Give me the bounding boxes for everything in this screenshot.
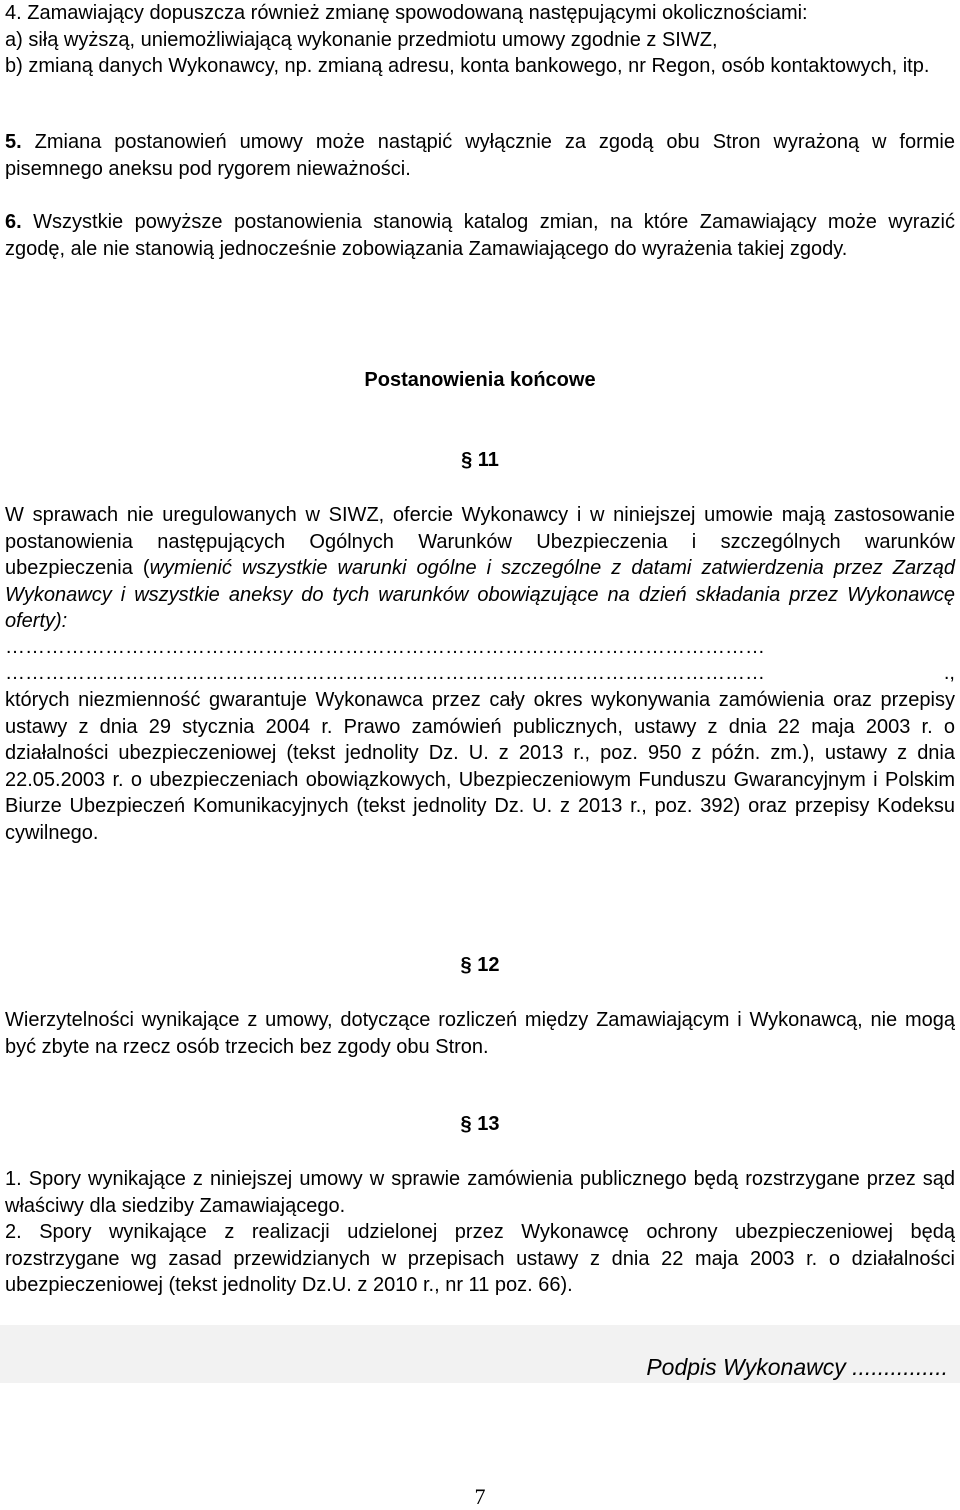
paragraph-4-line-1: 4. Zamawiający dopuszcza również zmianę spowodowaną następującymi okolicznościami: — [5, 2, 808, 24]
paragraph-5-number: 5. — [5, 131, 22, 153]
section-13-title — [5, 1113, 955, 1136]
page-number: 7 — [474, 1484, 486, 1509]
section-11-dots-line-1: …………………………………………………………………………………………………… — [5, 636, 765, 658]
section-13-item-1: 1. Spory wynikające z niniejszej umowy w sprawie zamówienia publicznego będą rozstrzygane przez sąd właściwy dla siedziby Zamawiającego. — [5, 1168, 955, 1217]
section-12-number: 12 — [477, 954, 500, 976]
section-13-item-2: 2. Spory wynikające z realizacji udzielonej przez Wykonawcę ochrony ubezpieczeniowej będą rozstrzygane wg zasad przewidzianych w przepisach ustawy z dnia 22 maja 2003 r. o działalności ubezpieczeniowej (tekst jednolity Dz.U. z 2010 r., nr 11 poz. 66). — [5, 1221, 955, 1297]
section-symbol: § — [460, 954, 472, 976]
section-11-text — [5, 502, 955, 635]
paragraph-6-number: 6. — [5, 211, 22, 233]
section-11-number: 11 — [477, 449, 499, 471]
dots-start: …………………………………………………………………………………………………… — [5, 662, 765, 684]
final-provisions-heading: Postanowienia końcowe — [364, 369, 596, 391]
paragraph-4-line-3: b) zmianą danych Wykonawcy, np. zmianą adresu, konta bankowego, nr Regon, osób kontaktowych, itp. — [5, 55, 930, 78]
section-11-intro: W sprawach nie uregulowanych w SIWZ, ofercie Wykonawcy i w niniejszej umowie mają zastosowanie postanowienia następujących Ogólnych Warunków Ubezpieczenia i szczególnych warunków ubezpieczenia ( — [5, 504, 955, 580]
paragraph-4-line-2: a) siłą wyższą, uniemożliwiającą wykonanie przedmiotu umowy zgodnie z SIWZ, — [5, 28, 718, 51]
section-11-italic-note: wymienić wszystkie warunki ogólne i szczególne z datami zatwierdzenia przez Zarząd Wykonawcy i wszystkie aneksy do tych warunków obowiązujące na dzień składania przez Wykonawcę oferty): — [5, 557, 956, 633]
section-symbol: § — [460, 1113, 472, 1135]
paragraph-6 — [5, 209, 955, 262]
paragraph-5 — [5, 129, 955, 182]
section-12-title — [5, 954, 955, 977]
paragraph-5-text: Zmiana postanowień umowy może nastąpić wyłącznie za zgodą obu Stron wyrażoną w formie pisemnego aneksu pod rygorem nieważności. — [5, 131, 956, 180]
paragraph-6-text: Wszystkie powyższe postanowienia stanowią katalog zmian, na które Zamawiający może wyrazić zgodę, ale nie stanowią jednocześnie zobowiązania Zamawiającego do wyrażenia takiej zgody. — [5, 211, 955, 260]
section-12-text: Wierzytelności wynikające z umowy, dotyczące rozliczeń między Zamawiającym i Wykonawcą, nie mogą być zbyte na rzecz osób trzecich bez zgody obu Stron. — [5, 1009, 955, 1058]
section-symbol: § — [461, 449, 473, 471]
section-11-rest: których niezmienność gwarantuje Wykonawca przez cały okres wykonywania zamówienia oraz przepisy ustawy z dnia 29 stycznia 2004 r. Prawo zamówień publicznych, ustawy z dnia 22 maja 2003 r. o działalności ubezpieczeniowej (tekst jednolity Dz. U. z 2013 r., poz. 950 z późn. zm.), ustawy z dnia 22.05.2003 r. o ubezpieczeniach obowiązkowych, Ubezpieczeniowym Funduszu Gwarancyjnym i Polskim Biurze Ubezpieczeń Komunikacyjnych (tekst jednolity Dz. U. z 2013 r., poz. 392) oraz przepisy Kodeksu cywilnego. — [5, 689, 955, 844]
section-13-number: 13 — [477, 1113, 500, 1135]
section-11-dots-end: ., — [943, 662, 955, 684]
section-11-title — [5, 449, 955, 472]
contractor-signature-line: Podpis Wykonawcy ............... — [646, 1354, 948, 1380]
